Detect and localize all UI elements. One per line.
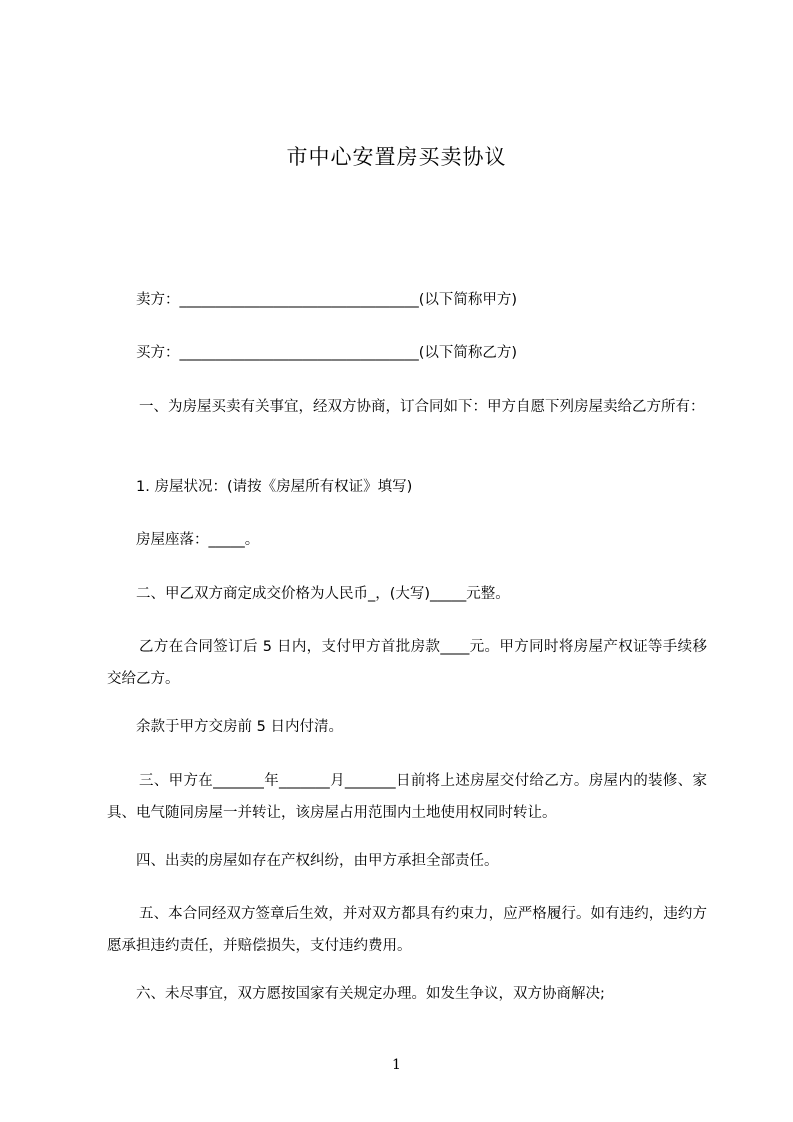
buyer-line: 买方：_________________________________(以下简称乙方) bbox=[136, 345, 518, 361]
clause-5: 五、本合同经双方签章后生效，并对双方都具有约束力，应严格履行。如有违约，违约方愿承担违约责任，并赔偿损失，支付违约费用。 bbox=[107, 906, 707, 954]
seller-line: 卖方：_________________________________(以下简称甲方) bbox=[136, 292, 518, 308]
clause-6: 六、未尽事宜，双方愿按国家有关规定办理。如发生争议，双方协商解决; bbox=[136, 986, 605, 1002]
document-title: 市中心安置房买卖协议 bbox=[286, 145, 507, 169]
balance-payment: 余款于甲方交房前 5 日内付清。 bbox=[136, 719, 343, 735]
clause-2: 二、甲乙双方商定成交价格为人民币_，(大写)_____元整。 bbox=[136, 586, 510, 602]
clause-1-item-1: 1. 房屋状况：(请按《房屋所有权证》填写) bbox=[136, 479, 413, 495]
clause-4: 四、出卖的房屋如存在产权纠纷，由甲方承担全部责任。 bbox=[136, 853, 499, 869]
clause-1: 一、为房屋买卖有关事宜，经双方协商，订合同如下：甲方自愿下列房屋卖给乙方所有： bbox=[139, 399, 705, 415]
clause-3: 三、甲方在_______年_______月_______日前将上述房屋交付给乙方。房屋内的装修、家具、电气随同房屋一并转让，该房屋占用范围内土地使用权同时转让。 bbox=[107, 773, 707, 821]
property-location: 房屋座落：_____。 bbox=[136, 532, 260, 548]
payment-terms: 乙方在合同签订后 5 日内，支付甲方首批房款____元。甲方同时将房屋产权证等手续移交给乙方。 bbox=[107, 639, 707, 687]
page-number: 1 bbox=[392, 1057, 401, 1073]
